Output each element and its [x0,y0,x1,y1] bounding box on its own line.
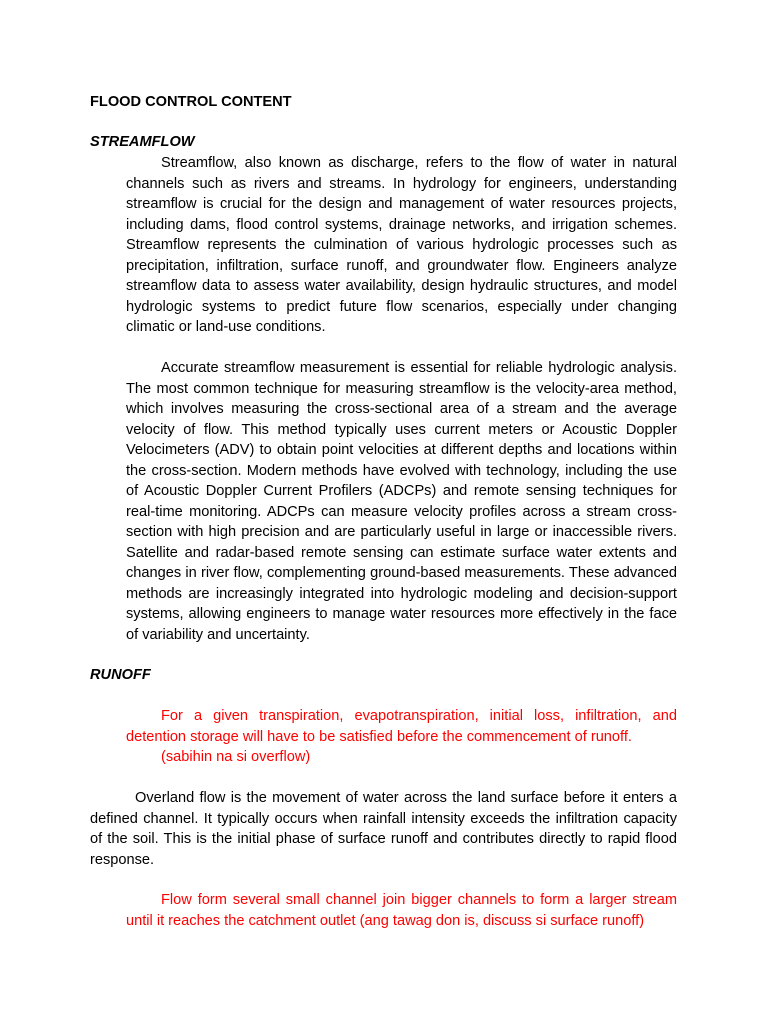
runoff-note-1-aside: (sabihin na si overflow) [161,749,311,765]
section-heading-runoff: RUNOFF [90,667,151,683]
document-title: FLOOD CONTROL CONTENT [90,94,292,110]
runoff-note-1: For a given transpiration, evapotranspiration, initial loss, infiltration, and detention storage will have to be satisfied before the commencement of runoff. [126,708,677,745]
streamflow-paragraph-1: Streamflow, also known as discharge, refers to the flow of water in natural channels such as rivers and streams. In hydrology for engineers, understanding streamflow is crucial for the design and management of water resources projects, including dams, flood control systems, drainage networks, and irrigation schemes. Streamflow represents the culmination of various hydrologic processes such as precipitation, infiltration, surface runoff, and groundwater flow. Engineers analyze streamflow data to assess water availability, design hydraulic structures, and model hydrologic systems to predict future flow scenarios, especially under changing climatic or land-use conditions. [126,155,677,335]
runoff-note-2: Flow form several small channel join bigger channels to form a larger stream until it reaches the catchment outlet (ang tawag don is, discuss si surface runoff) [126,892,677,929]
overland-flow-paragraph: Overland flow is the movement of water across the land surface before it enters a defined channel. It typically occurs when rainfall intensity exceeds the infiltration capacity of the soil. This is the initial phase of surface runoff and contributes directly to rapid flood response. [90,790,677,868]
section-heading-streamflow: STREAMFLOW [90,134,195,150]
streamflow-paragraph-2: Accurate streamflow measurement is essential for reliable hydrologic analysis. The most common technique for measuring streamflow is the velocity-area method, which involves measuring the cross-sectional area of a stream and the average velocity of flow. This method typically uses current meters or Acoustic Doppler Velocimeters (ADV) to obtain point velocities at different depths and locations within the cross-section. Modern methods have evolved with technology, including the use of Acoustic Doppler Current Profilers (ADCPs) and remote sensing techniques for real-time monitoring. ADCPs can measure velocity profiles across a stream cross-section with high precision and are particularly useful in large or inaccessible rivers. Satellite and radar-based remote sensing can estimate surface water extents and changes in river flow, complementing ground-based measurements. These advanced methods are increasingly integrated into hydrologic modeling and decision-support systems, allowing engineers to manage water resources more effectively in the face of variability and uncertainty. [126,360,677,643]
